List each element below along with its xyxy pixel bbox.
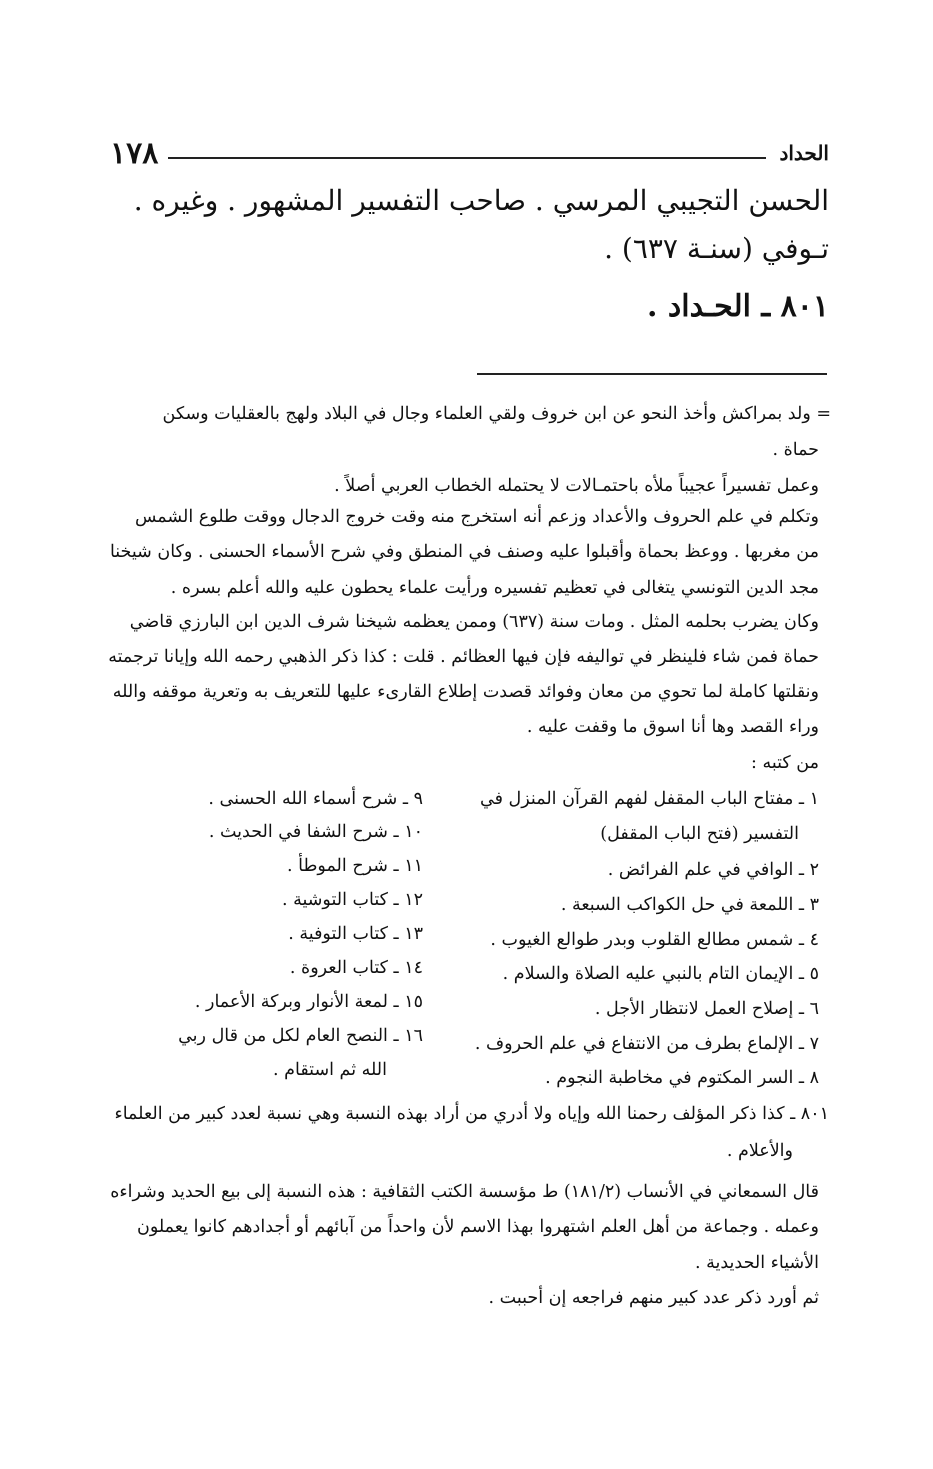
main-text-line: تـوفي (سنـة ٦٣٧) . bbox=[604, 232, 829, 265]
book-list-item-continuation: الله ثم استقام . bbox=[273, 1060, 387, 1080]
footnote-line: ونقلتها كاملة لما تحوي من معان وفوائد قصدت إطلاع القارىء عليها للتعريف به وتعرية موقفه والله bbox=[112, 682, 819, 702]
book-list-item: ١٢ ـ كتاب التوشية . bbox=[281, 890, 423, 910]
footnote-line: وتكلم في علم الحروف والأعداد وزعم أنه استخرج منه وقت خروج الدجال ووقت طلوع الشمس bbox=[134, 507, 819, 527]
book-list-item: ٤ ـ شمس مطالع القلوب وبدر طوالع الغيوب . bbox=[490, 930, 819, 950]
book-list-item: ١٣ ـ كتاب التوفية . bbox=[288, 924, 423, 944]
book-list-item: ١٤ ـ كتاب العروة . bbox=[289, 958, 423, 978]
book-list-item: ٦ ـ إصلاح العمل لانتظار الأجل . bbox=[594, 999, 819, 1019]
footnote-line: من مغربها . ووعظ بحماة وأقبلوا عليه وصنف في المنطق وفي شرح الأسماء الحسنى . وكان شيخنا bbox=[109, 542, 819, 562]
book-list-item: ٣ ـ اللمعة في حل الكواكب السبعة . bbox=[560, 895, 819, 915]
footnote-line: وكان يضرب بحلمه المثل . ومات سنة (٦٣٧) وممن يعظمه شيخنا شرف الدين ابن البارزي قاضي bbox=[129, 612, 819, 632]
book-list-item: ١١ ـ شرح الموطأ . bbox=[287, 856, 423, 876]
book-list-item: ٨ ـ السر المكتوم في مخاطبة النجوم . bbox=[545, 1068, 819, 1088]
footnote-801-line: والأعلام . bbox=[726, 1141, 793, 1161]
footnote-801-line: وعمله . وجماعة من أهل العلم اشتهروا بهذا الاسم لأن واحداً من آبائهم أو أجدادهم كانوا يعملون bbox=[136, 1217, 819, 1237]
footnote-separator bbox=[477, 373, 827, 375]
footnote-line: حماة . bbox=[772, 440, 819, 460]
footnote-801-line: ثم أورد ذكر عدد كبير منهم فراجعه إن أحببت . bbox=[488, 1288, 819, 1308]
footnote-line: = ولد بمراكش وأخذ النحو عن ابن خروف ولقي العلماء وجال في البلاد ولهج بالعقليات وسكن bbox=[162, 404, 831, 424]
book-list-item: ١٠ ـ شرح الشفا في الحديث . bbox=[208, 822, 423, 842]
main-text-line: الحسن التجيبي المرسي . صاحب التفسير المشهور . وغيره . bbox=[133, 184, 829, 217]
footnote-line: مجد الدين التونسي يتغالى في تعظيم تفسيره ورأيت علماء يحطون عليه والله أعلم بسره . bbox=[170, 578, 819, 598]
footnote-line: من كتبه : bbox=[751, 753, 819, 773]
entry-heading: ٨٠١ ـ الحـداد . bbox=[647, 289, 829, 324]
footnote-801-line: الأشياء الحديدية . bbox=[694, 1253, 819, 1273]
running-header-title: الحداد bbox=[779, 141, 829, 165]
footnote-line: وراء القصد وها أنا اسوق ما وقفت عليه . bbox=[526, 717, 819, 737]
book-list-item: ٢ ـ الوافي في علم الفرائض . bbox=[607, 860, 819, 880]
page-number: ١٧٨ bbox=[110, 136, 159, 171]
book-list-item: ١ ـ مفتاح الباب المقفل لفهم القرآن المنزل في bbox=[480, 789, 819, 809]
book-list-item-continuation: التفسير (فتح الباب المقفل) bbox=[600, 824, 799, 844]
footnote-801-line: ٨٠١ ـ كذا ذكر المؤلف رحمنا الله وإياه ولا أدري من أراد بهذه النسبة وهي نسبة لعدد كبير من العلماء bbox=[114, 1104, 829, 1124]
header-rule bbox=[168, 157, 766, 159]
footnote-line: وعمل تفسيراً عجيباً ملأه باحتمـالات لا يحتمله الخطاب العربي أصلاً . bbox=[334, 476, 819, 496]
footnote-801-line: قال السمعاني في الأنساب (١٨١/٢) ط مؤسسة الكتب الثقافية : هذه النسبة إلى بيع الحديد وشراءه bbox=[110, 1182, 819, 1202]
book-list-item: ٥ ـ الإيمان التام بالنبي عليه الصلاة والسلام . bbox=[502, 964, 819, 984]
book-list-item: ٧ ـ الإلماع بطرف من الانتفاع في علم الحروف . bbox=[474, 1034, 819, 1054]
footnote-line: حماة فمن شاء فلينظر في تواليفه فإن فيها العظائم . قلت : كذا ذكر الذهبي رحمه الله وإيانا ترجمته bbox=[108, 647, 819, 667]
book-list-item: ٩ ـ شرح أسماء الله الحسنى . bbox=[208, 789, 423, 809]
book-list-item: ١٦ ـ النصح العام لكل من قال ربي bbox=[178, 1026, 423, 1046]
book-list-item: ١٥ ـ لمعة الأنوار وبركة الأعمار . bbox=[194, 992, 423, 1012]
